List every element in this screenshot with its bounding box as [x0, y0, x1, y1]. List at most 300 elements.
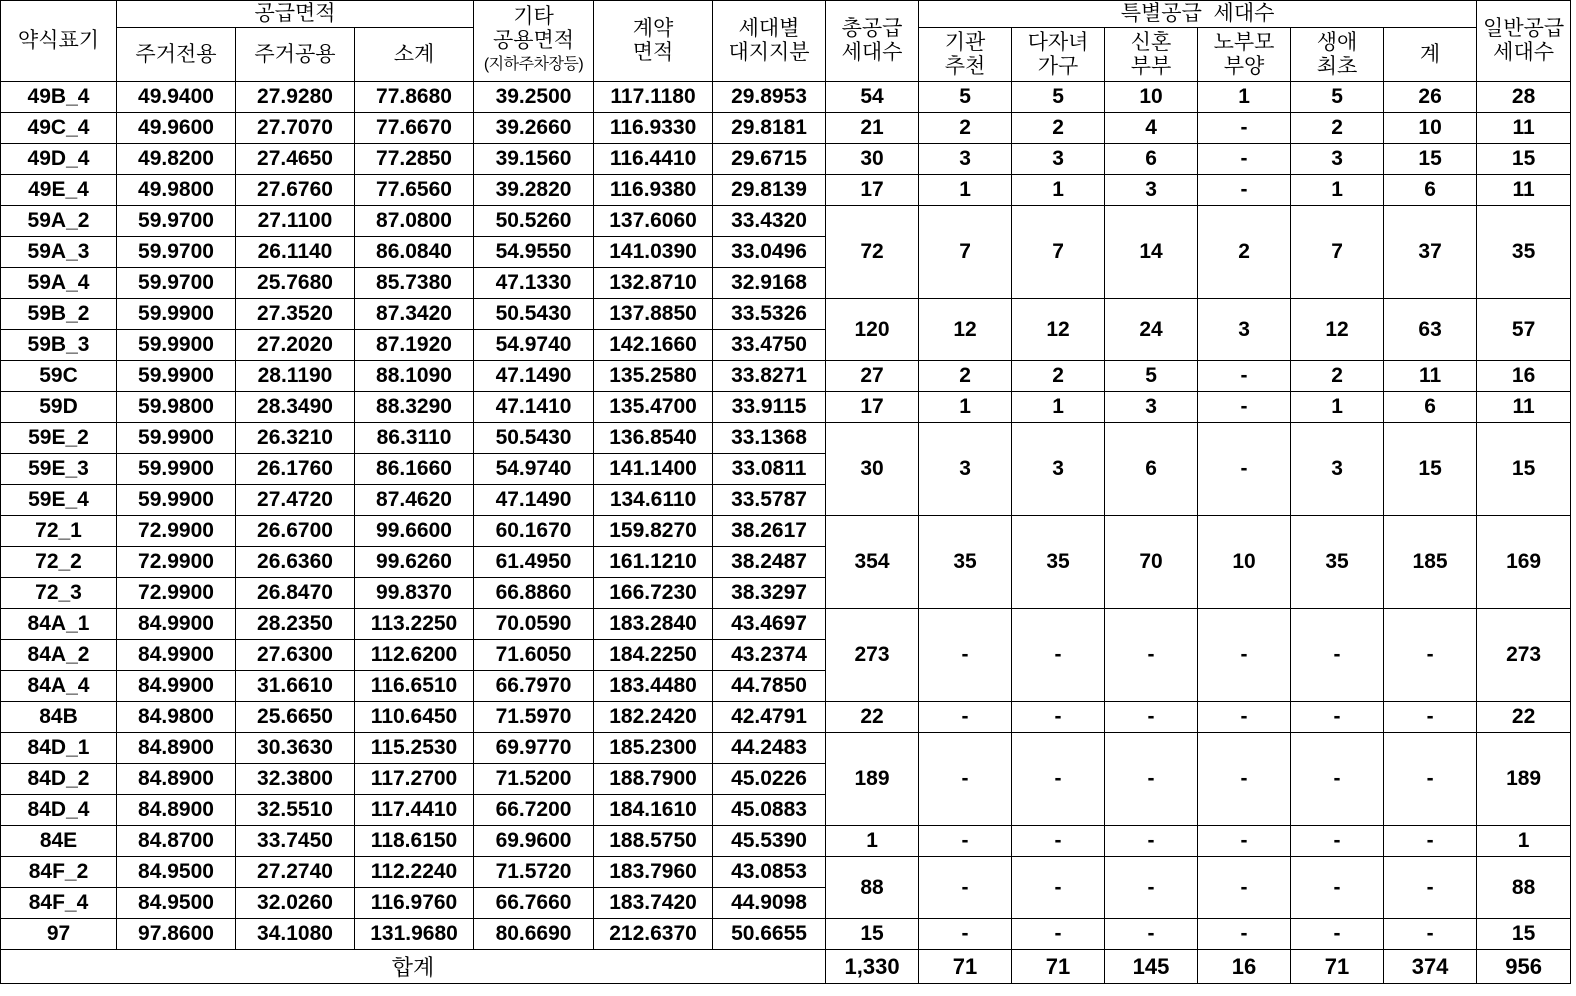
land-share-cell: 43.4697 — [713, 609, 826, 640]
special-sum-cell: 15 — [1384, 144, 1477, 175]
common-area-cell: 27.2740 — [236, 857, 355, 888]
exclusive-area-cell: 84.8900 — [117, 764, 236, 795]
header-multichild: 다자녀 가구 — [1012, 28, 1105, 82]
newlywed-cell: - — [1105, 919, 1198, 950]
common-area-cell: 28.1190 — [236, 361, 355, 392]
header-special-supply: 특별공급 세대수 — [919, 1, 1477, 28]
area-subtotal-cell: 118.6150 — [355, 826, 474, 857]
table-row — [1, 857, 1571, 888]
contract-area-cell: 142.1660 — [594, 330, 713, 361]
elderly-cell: - — [1198, 609, 1291, 702]
total-supply-cell: 120 — [826, 299, 919, 361]
multichild-cell: 3 — [1012, 423, 1105, 516]
total-supply-cell: 189 — [826, 733, 919, 826]
contract-area-cell: 117.1180 — [594, 82, 713, 113]
area-subtotal-cell: 87.4620 — [355, 485, 474, 516]
contract-area-cell: 159.8270 — [594, 516, 713, 547]
area-subtotal-cell: 131.9680 — [355, 919, 474, 950]
first-time-cell: 3 — [1291, 144, 1384, 175]
exclusive-area-cell: 49.9800 — [117, 175, 236, 206]
other-common-area-cell: 70.0590 — [474, 609, 594, 640]
type-cell: 84A_4 — [1, 671, 117, 702]
institution-cell: - — [919, 919, 1012, 950]
first-time-cell: 7 — [1291, 206, 1384, 299]
exclusive-area-cell: 49.8200 — [117, 144, 236, 175]
special-sum-cell: 6 — [1384, 175, 1477, 206]
contract-area-cell: 182.2420 — [594, 702, 713, 733]
total-supply-cell: 1 — [826, 826, 919, 857]
total-supply-cell: 273 — [826, 609, 919, 702]
elderly-cell: - — [1198, 423, 1291, 516]
institution-cell: - — [919, 609, 1012, 702]
common-area-cell: 31.6610 — [236, 671, 355, 702]
header-special-sum: 계 — [1384, 28, 1477, 82]
type-cell: 84A_2 — [1, 640, 117, 671]
contract-area-cell: 183.7420 — [594, 888, 713, 919]
institution-cell: 3 — [919, 144, 1012, 175]
total-supply-cell: 30 — [826, 144, 919, 175]
area-subtotal-cell: 87.3420 — [355, 299, 474, 330]
newlywed-cell: 4 — [1105, 113, 1198, 144]
special-sum-cell: - — [1384, 826, 1477, 857]
type-cell: 49C_4 — [1, 113, 117, 144]
land-share-cell: 33.4750 — [713, 330, 826, 361]
special-sum-cell: 37 — [1384, 206, 1477, 299]
general-supply-cell: 1 — [1477, 826, 1571, 857]
special-sum-cell: 185 — [1384, 516, 1477, 609]
multichild-cell: 35 — [1012, 516, 1105, 609]
exclusive-area-cell: 72.9900 — [117, 578, 236, 609]
other-common-area-cell: 80.6690 — [474, 919, 594, 950]
multichild-cell: 3 — [1012, 144, 1105, 175]
other-common-area-cell: 71.5970 — [474, 702, 594, 733]
header-institution-recommend: 기관 추천 — [919, 28, 1012, 82]
multichild-cell: 2 — [1012, 361, 1105, 392]
institution-cell: - — [919, 702, 1012, 733]
total-general-sum: 956 — [1477, 950, 1571, 984]
exclusive-area-cell: 72.9900 — [117, 547, 236, 578]
contract-area-cell: 135.4700 — [594, 392, 713, 423]
area-subtotal-cell: 117.2700 — [355, 764, 474, 795]
type-cell: 84F_4 — [1, 888, 117, 919]
common-area-cell: 25.6650 — [236, 702, 355, 733]
multichild-cell: - — [1012, 919, 1105, 950]
land-share-cell: 45.5390 — [713, 826, 826, 857]
first-time-cell: 35 — [1291, 516, 1384, 609]
land-share-cell: 33.8271 — [713, 361, 826, 392]
table-row — [1, 392, 1571, 423]
area-subtotal-cell: 86.1660 — [355, 454, 474, 485]
exclusive-area-cell: 49.9400 — [117, 82, 236, 113]
header-newlywed: 신혼 부부 — [1105, 28, 1198, 82]
other-common-area-cell: 71.5200 — [474, 764, 594, 795]
header-land-share: 세대별 대지지분 — [713, 1, 826, 82]
elderly-cell: - — [1198, 919, 1291, 950]
land-share-cell: 38.2487 — [713, 547, 826, 578]
common-area-cell: 28.2350 — [236, 609, 355, 640]
common-area-cell: 32.3800 — [236, 764, 355, 795]
common-area-cell: 32.0260 — [236, 888, 355, 919]
header-first-time: 생애 최초 — [1291, 28, 1384, 82]
land-share-cell: 33.1368 — [713, 423, 826, 454]
other-common-area-cell: 69.9770 — [474, 733, 594, 764]
contract-area-cell: 183.7960 — [594, 857, 713, 888]
other-common-area-cell: 47.1410 — [474, 392, 594, 423]
common-area-cell: 26.1760 — [236, 454, 355, 485]
common-area-cell: 27.1100 — [236, 206, 355, 237]
type-cell: 49B_4 — [1, 82, 117, 113]
exclusive-area-cell: 72.9900 — [117, 516, 236, 547]
type-cell: 72_3 — [1, 578, 117, 609]
exclusive-area-cell: 59.9900 — [117, 361, 236, 392]
newlywed-cell: - — [1105, 702, 1198, 733]
special-sum-cell: 63 — [1384, 299, 1477, 361]
table-row — [1, 206, 1571, 237]
institution-cell: 2 — [919, 361, 1012, 392]
common-area-cell: 27.4650 — [236, 144, 355, 175]
other-common-area-cell: 39.1560 — [474, 144, 594, 175]
elderly-cell: 3 — [1198, 299, 1291, 361]
exclusive-area-cell: 59.9900 — [117, 423, 236, 454]
total-supply-cell: 17 — [826, 175, 919, 206]
header-general-supply: 일반공급 세대수 — [1477, 1, 1571, 82]
first-time-cell: - — [1291, 826, 1384, 857]
special-sum-cell: 11 — [1384, 361, 1477, 392]
land-share-cell: 50.6655 — [713, 919, 826, 950]
general-supply-cell: 15 — [1477, 919, 1571, 950]
special-sum-cell: 26 — [1384, 82, 1477, 113]
area-subtotal-cell: 77.6670 — [355, 113, 474, 144]
general-supply-cell: 15 — [1477, 144, 1571, 175]
common-area-cell: 32.5510 — [236, 795, 355, 826]
header-exclusive-area: 주거전용 — [117, 28, 236, 82]
exclusive-area-cell: 59.9700 — [117, 268, 236, 299]
other-common-area-cell: 47.1490 — [474, 361, 594, 392]
common-area-cell: 34.1080 — [236, 919, 355, 950]
newlywed-cell: 10 — [1105, 82, 1198, 113]
land-share-cell: 44.9098 — [713, 888, 826, 919]
exclusive-area-cell: 59.9800 — [117, 392, 236, 423]
area-subtotal-cell: 77.6560 — [355, 175, 474, 206]
special-sum-cell: 15 — [1384, 423, 1477, 516]
first-time-cell: - — [1291, 919, 1384, 950]
type-cell: 59E_3 — [1, 454, 117, 485]
area-subtotal-cell: 117.4410 — [355, 795, 474, 826]
multichild-cell: 7 — [1012, 206, 1105, 299]
total-supply-sum: 1,330 — [826, 950, 919, 984]
header-supply-area: 공급면적 — [117, 1, 474, 28]
header-area-subtotal: 소계 — [355, 28, 474, 82]
common-area-cell: 27.7070 — [236, 113, 355, 144]
table-body — [1, 82, 1571, 950]
common-area-cell: 27.2020 — [236, 330, 355, 361]
exclusive-area-cell: 59.9700 — [117, 206, 236, 237]
general-supply-cell: 189 — [1477, 733, 1571, 826]
total-supply-cell: 354 — [826, 516, 919, 609]
header-total-supply: 총공급 세대수 — [826, 1, 919, 82]
newlywed-cell: 5 — [1105, 361, 1198, 392]
total-special-sum: 374 — [1384, 950, 1477, 984]
first-time-cell: 2 — [1291, 113, 1384, 144]
newlywed-cell: 14 — [1105, 206, 1198, 299]
exclusive-area-cell: 84.9500 — [117, 888, 236, 919]
type-cell: 84D_1 — [1, 733, 117, 764]
first-time-cell: 1 — [1291, 392, 1384, 423]
type-cell: 59B_2 — [1, 299, 117, 330]
newlywed-cell: - — [1105, 609, 1198, 702]
land-share-cell: 33.0496 — [713, 237, 826, 268]
exclusive-area-cell: 84.8700 — [117, 826, 236, 857]
area-subtotal-cell: 115.2530 — [355, 733, 474, 764]
exclusive-area-cell: 59.9900 — [117, 485, 236, 516]
contract-area-cell: 141.0390 — [594, 237, 713, 268]
total-supply-cell: 54 — [826, 82, 919, 113]
special-sum-cell: - — [1384, 733, 1477, 826]
land-share-cell: 33.5326 — [713, 299, 826, 330]
type-cell: 84E — [1, 826, 117, 857]
land-share-cell: 33.0811 — [713, 454, 826, 485]
multichild-cell: 1 — [1012, 175, 1105, 206]
type-cell: 59A_2 — [1, 206, 117, 237]
contract-area-cell: 184.1610 — [594, 795, 713, 826]
exclusive-area-cell: 49.9600 — [117, 113, 236, 144]
first-time-cell: 3 — [1291, 423, 1384, 516]
general-supply-cell: 11 — [1477, 113, 1571, 144]
common-area-cell: 30.3630 — [236, 733, 355, 764]
area-subtotal-cell: 88.3290 — [355, 392, 474, 423]
elderly-cell: 2 — [1198, 206, 1291, 299]
other-common-area-cell: 47.1330 — [474, 268, 594, 299]
first-time-cell: - — [1291, 733, 1384, 826]
institution-cell: 1 — [919, 392, 1012, 423]
area-subtotal-cell: 88.1090 — [355, 361, 474, 392]
table-row — [1, 609, 1571, 640]
first-time-cell: - — [1291, 857, 1384, 919]
area-subtotal-cell: 87.1920 — [355, 330, 474, 361]
newlywed-cell: 3 — [1105, 175, 1198, 206]
first-time-cell: - — [1291, 609, 1384, 702]
other-common-area-cell: 39.2500 — [474, 82, 594, 113]
exclusive-area-cell: 59.9900 — [117, 330, 236, 361]
common-area-cell: 25.7680 — [236, 268, 355, 299]
first-time-cell: 2 — [1291, 361, 1384, 392]
contract-area-cell: 116.9380 — [594, 175, 713, 206]
other-common-area-cell: 39.2820 — [474, 175, 594, 206]
elderly-cell: 10 — [1198, 516, 1291, 609]
total-supply-cell: 27 — [826, 361, 919, 392]
exclusive-area-cell: 84.8900 — [117, 795, 236, 826]
multichild-cell: 1 — [1012, 392, 1105, 423]
newlywed-cell: - — [1105, 826, 1198, 857]
institution-cell: - — [919, 733, 1012, 826]
land-share-cell: 29.8181 — [713, 113, 826, 144]
common-area-cell: 27.3520 — [236, 299, 355, 330]
total-supply-cell: 15 — [826, 919, 919, 950]
type-cell: 49E_4 — [1, 175, 117, 206]
general-supply-cell: 11 — [1477, 175, 1571, 206]
common-area-cell: 27.4720 — [236, 485, 355, 516]
first-time-cell: - — [1291, 702, 1384, 733]
exclusive-area-cell: 84.9900 — [117, 671, 236, 702]
exclusive-area-cell: 59.9700 — [117, 237, 236, 268]
multichild-cell: 2 — [1012, 113, 1105, 144]
land-share-cell: 33.9115 — [713, 392, 826, 423]
table-row — [1, 516, 1571, 547]
table-row — [1, 144, 1571, 175]
exclusive-area-cell: 84.9900 — [117, 609, 236, 640]
general-supply-cell: 35 — [1477, 206, 1571, 299]
land-share-cell: 38.2617 — [713, 516, 826, 547]
table-row — [1, 423, 1571, 454]
other-common-area-cell: 61.4950 — [474, 547, 594, 578]
general-supply-cell: 15 — [1477, 423, 1571, 516]
area-subtotal-cell: 116.9760 — [355, 888, 474, 919]
other-common-area-cell: 60.1670 — [474, 516, 594, 547]
type-cell: 59B_3 — [1, 330, 117, 361]
type-cell: 72_2 — [1, 547, 117, 578]
type-cell: 84D_4 — [1, 795, 117, 826]
multichild-cell: - — [1012, 857, 1105, 919]
area-subtotal-cell: 77.8680 — [355, 82, 474, 113]
type-cell: 59E_2 — [1, 423, 117, 454]
land-share-cell: 29.6715 — [713, 144, 826, 175]
common-area-cell: 27.6760 — [236, 175, 355, 206]
contract-area-cell: 132.8710 — [594, 268, 713, 299]
land-share-cell: 44.2483 — [713, 733, 826, 764]
general-supply-cell: 273 — [1477, 609, 1571, 702]
type-cell: 84D_2 — [1, 764, 117, 795]
exclusive-area-cell: 84.9800 — [117, 702, 236, 733]
type-cell: 59E_4 — [1, 485, 117, 516]
table-row — [1, 82, 1571, 113]
general-supply-cell: 22 — [1477, 702, 1571, 733]
table-footer — [1, 950, 1571, 984]
institution-cell: 3 — [919, 423, 1012, 516]
institution-cell: - — [919, 857, 1012, 919]
exclusive-area-cell: 84.9900 — [117, 640, 236, 671]
newlywed-cell: - — [1105, 733, 1198, 826]
contract-area-cell: 116.4410 — [594, 144, 713, 175]
area-subtotal-cell: 99.6260 — [355, 547, 474, 578]
type-cell: 59C — [1, 361, 117, 392]
table-row — [1, 175, 1571, 206]
exclusive-area-cell: 84.9500 — [117, 857, 236, 888]
contract-area-cell: 134.6110 — [594, 485, 713, 516]
total-supply-cell: 22 — [826, 702, 919, 733]
first-time-cell: 12 — [1291, 299, 1384, 361]
contract-area-cell: 136.8540 — [594, 423, 713, 454]
total-supply-cell: 88 — [826, 857, 919, 919]
elderly-cell: - — [1198, 113, 1291, 144]
table-row — [1, 113, 1571, 144]
elderly-cell: - — [1198, 857, 1291, 919]
area-subtotal-cell: 86.3110 — [355, 423, 474, 454]
contract-area-cell: 183.4480 — [594, 671, 713, 702]
total-multichild-sum: 71 — [1012, 950, 1105, 984]
contract-area-cell: 184.2250 — [594, 640, 713, 671]
contract-area-cell: 116.9330 — [594, 113, 713, 144]
type-cell: 84B — [1, 702, 117, 733]
land-share-cell: 29.8953 — [713, 82, 826, 113]
land-share-cell: 29.8139 — [713, 175, 826, 206]
special-sum-cell: 10 — [1384, 113, 1477, 144]
type-cell: 97 — [1, 919, 117, 950]
common-area-cell: 28.3490 — [236, 392, 355, 423]
contract-area-cell: 183.2840 — [594, 609, 713, 640]
newlywed-cell: 70 — [1105, 516, 1198, 609]
type-cell: 84A_1 — [1, 609, 117, 640]
area-subtotal-cell: 99.8370 — [355, 578, 474, 609]
other-common-area-cell: 66.7660 — [474, 888, 594, 919]
multichild-cell: - — [1012, 609, 1105, 702]
area-subtotal-cell: 112.6200 — [355, 640, 474, 671]
table-row — [1, 919, 1571, 950]
other-common-area-cell: 54.9740 — [474, 454, 594, 485]
general-supply-cell: 16 — [1477, 361, 1571, 392]
common-area-cell: 26.8470 — [236, 578, 355, 609]
common-area-cell: 26.3210 — [236, 423, 355, 454]
elderly-cell: - — [1198, 175, 1291, 206]
type-cell: 84F_2 — [1, 857, 117, 888]
contract-area-cell: 188.5750 — [594, 826, 713, 857]
contract-area-cell: 135.2580 — [594, 361, 713, 392]
other-common-area-cell: 66.7970 — [474, 671, 594, 702]
total-institution-sum: 71 — [919, 950, 1012, 984]
contract-area-cell: 161.1210 — [594, 547, 713, 578]
exclusive-area-cell: 59.9900 — [117, 454, 236, 485]
other-common-area-cell: 39.2660 — [474, 113, 594, 144]
total-firsttime-sum: 71 — [1291, 950, 1384, 984]
header-elderly-parent: 노부모 부양 — [1198, 28, 1291, 82]
table-row — [1, 733, 1571, 764]
elderly-cell: - — [1198, 392, 1291, 423]
contract-area-cell: 141.1400 — [594, 454, 713, 485]
header-type: 약식표기 — [1, 1, 117, 82]
multichild-cell: 12 — [1012, 299, 1105, 361]
header-common-area: 주거공용 — [236, 28, 355, 82]
general-supply-cell: 88 — [1477, 857, 1571, 919]
area-subtotal-cell: 85.7380 — [355, 268, 474, 299]
multichild-cell: - — [1012, 826, 1105, 857]
type-cell: 59D — [1, 392, 117, 423]
general-supply-cell: 169 — [1477, 516, 1571, 609]
contract-area-cell: 185.2300 — [594, 733, 713, 764]
elderly-cell: - — [1198, 826, 1291, 857]
newlywed-cell: 24 — [1105, 299, 1198, 361]
table-row — [1, 826, 1571, 857]
table-row — [1, 702, 1571, 733]
land-share-cell: 33.5787 — [713, 485, 826, 516]
type-cell: 72_1 — [1, 516, 117, 547]
area-subtotal-cell: 86.0840 — [355, 237, 474, 268]
total-label: 합계 — [1, 950, 826, 984]
header-contract-area: 계약 면적 — [594, 1, 713, 82]
type-cell: 49D_4 — [1, 144, 117, 175]
other-common-area-cell: 47.1490 — [474, 485, 594, 516]
land-share-cell: 32.9168 — [713, 268, 826, 299]
first-time-cell: 5 — [1291, 82, 1384, 113]
area-subtotal-cell: 112.2240 — [355, 857, 474, 888]
other-common-area-cell: 69.9600 — [474, 826, 594, 857]
contract-area-cell: 166.7230 — [594, 578, 713, 609]
multichild-cell: 5 — [1012, 82, 1105, 113]
land-share-cell: 42.4791 — [713, 702, 826, 733]
land-share-cell: 43.2374 — [713, 640, 826, 671]
multichild-cell: - — [1012, 702, 1105, 733]
total-supply-cell: 30 — [826, 423, 919, 516]
common-area-cell: 26.6700 — [236, 516, 355, 547]
exclusive-area-cell: 97.8600 — [117, 919, 236, 950]
